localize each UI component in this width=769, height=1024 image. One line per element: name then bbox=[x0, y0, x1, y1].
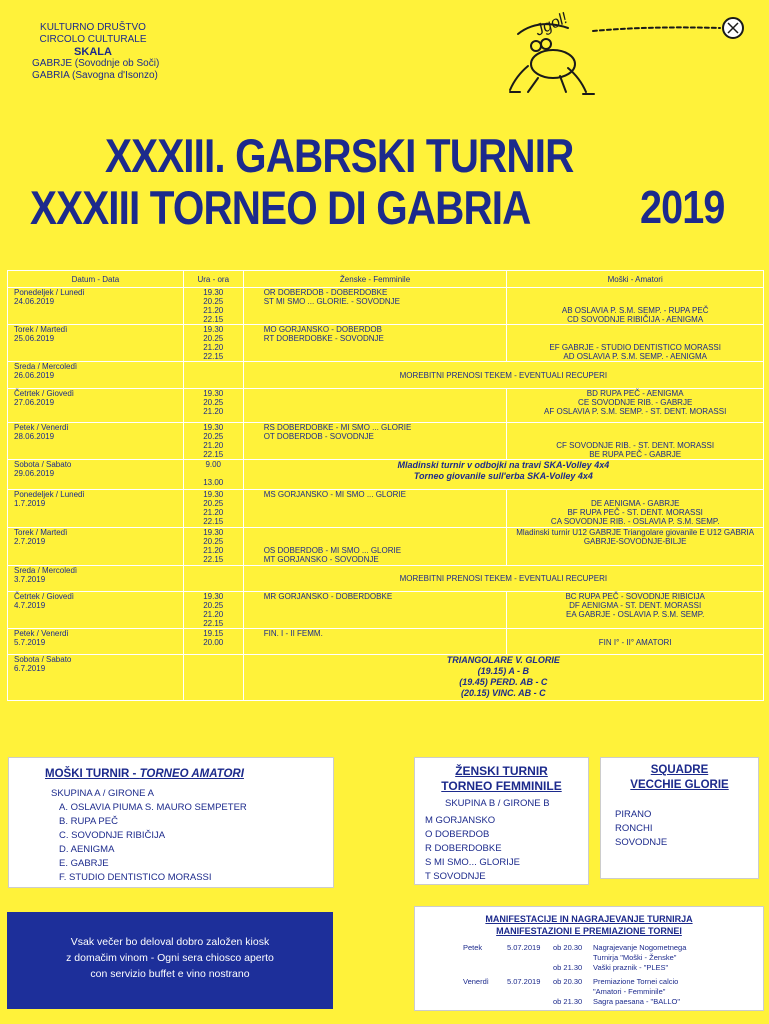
list-item: M GORJANSKO bbox=[425, 815, 496, 826]
men-match-cell: Mladinski turnir U12 GABRJE Triangolare giovanile E U12 GABRIA GABRJE-SOVODNJE-BILJE bbox=[507, 528, 764, 566]
time-cell: 19.30 20.25 21.20 22.15 bbox=[183, 325, 243, 362]
event-time: ob 20.30 bbox=[553, 977, 583, 986]
day-date: 1.7.2019 bbox=[14, 499, 46, 508]
event-time: ob 21.30 bbox=[553, 997, 583, 1006]
women-match-cell: RS DOBERDOBKE - MI SMO ... GLORIE OT DOBERDOB - SOVODNJE bbox=[243, 423, 507, 460]
time-cell: 19.30 20.25 21.20 22.15 bbox=[183, 528, 243, 566]
day-date: 6.7.2019 bbox=[14, 664, 46, 673]
day-name: Petek / Venerdì bbox=[14, 629, 69, 638]
year-label: 2019 bbox=[640, 181, 725, 233]
day-cell bbox=[8, 528, 184, 566]
org-line-1: KULTURNO DRUŠTVO bbox=[40, 22, 146, 33]
day-cell bbox=[8, 566, 184, 592]
table-row bbox=[8, 566, 764, 592]
list-item: O DOBERDOB bbox=[425, 829, 490, 840]
day-cell bbox=[8, 362, 184, 389]
day-cell bbox=[8, 460, 184, 490]
women-match-cell: MO GORJANSKO - DOBERDOB RT DOBERDOBKE - SOVODNJE bbox=[243, 325, 507, 362]
day-name: Torek / Martedì bbox=[14, 325, 68, 334]
men-match-cell: DE AENIGMA - GABRJE BF RUPA PEČ - ST. DENT. MORASSI CA SOVODNJE RIB. - OSLAVIA P. S.M. SEMP. bbox=[507, 490, 764, 528]
glorie-box-title-2: VECCHIE GLORIE bbox=[630, 779, 729, 791]
table-row bbox=[8, 460, 764, 490]
day-cell bbox=[8, 389, 184, 423]
table-row bbox=[8, 288, 764, 325]
glorie-box-title-1: SQUADRE bbox=[650, 764, 709, 776]
event-description: Premiazione Tornei calcio bbox=[593, 977, 679, 986]
day-cell bbox=[8, 629, 184, 655]
day-name: Petek / Venerdì bbox=[14, 423, 69, 432]
logo-text: Jgol! bbox=[532, 9, 571, 40]
org-name: SKALA bbox=[74, 46, 112, 58]
header-men: Moški - Amatori bbox=[507, 271, 764, 288]
list-item: RONCHI bbox=[615, 823, 653, 834]
women-match-cell bbox=[243, 389, 507, 423]
day-cell bbox=[8, 592, 184, 629]
women-match-cell: OS DOBERDOB - MI SMO ... GLORIE MT GORJANSKO - SOVODNJE bbox=[243, 528, 507, 566]
time-cell: 19.30 20.25 21.20 22.15 bbox=[183, 288, 243, 325]
event-day: Venerdì bbox=[463, 977, 489, 986]
men-match-cell: BD RUPA PEČ - AENIGMA CE SOVODNJE RIB. - GABRJE AF OSLAVIA P. S.M. SEMP. - ST. DENT. MORASSI bbox=[507, 389, 764, 423]
events-title-sl: MANIFESTACIJE IN NAGRAJEVANJE TURNIRJA bbox=[485, 914, 693, 924]
day-date: 3.7.2019 bbox=[14, 575, 46, 584]
event-time: ob 20.30 bbox=[553, 943, 583, 952]
recovery-note: MOREBITNI PRENOSI TEKEM - EVENTUALI RECUPERI bbox=[243, 566, 763, 592]
org-location-it: GABRIA (Savogna d'Isonzo) bbox=[32, 70, 158, 81]
day-cell bbox=[8, 655, 184, 701]
day-date: 28.06.2019 bbox=[14, 432, 55, 441]
event-description: Sagra paesana - "BALLO" bbox=[593, 997, 681, 1006]
time-cell: 19.15 20.00 bbox=[183, 629, 243, 655]
women-match-cell: MS GORJANSKO - MI SMO ... GLORIE bbox=[243, 490, 507, 528]
event-date: 5.07.2019 bbox=[507, 977, 541, 986]
list-item: R DOBERDOBKE bbox=[425, 843, 502, 854]
day-date: 27.06.2019 bbox=[14, 398, 55, 407]
day-name: Ponedeljek / Lunedì bbox=[14, 490, 85, 499]
list-item: PIRANO bbox=[615, 809, 652, 820]
list-item: A. OSLAVIA PIUMA S. MAURO SEMPETER bbox=[59, 802, 247, 813]
recovery-note: MOREBITNI PRENOSI TEKEM - EVENTUALI RECUPERI bbox=[243, 362, 763, 389]
women-box-title-it: TORNEO FEMMINILE bbox=[441, 779, 562, 793]
day-name: Sreda / Mercoledì bbox=[14, 566, 78, 575]
day-name: Ponedeljek / Lunedì bbox=[14, 288, 85, 297]
list-item: S MI SMO... GLORIJE bbox=[425, 857, 521, 868]
list-item: C. SOVODNJE RIBIČIJA bbox=[59, 830, 166, 841]
table-row bbox=[8, 362, 764, 389]
events-title-it: MANIFESTAZIONI E PREMIAZIONE TORNEI bbox=[496, 926, 682, 936]
special-event: TRIANGOLARE V. GLORIE (19.15) A - B (19.45) PERD. AB - C (20.15) VINC. AB - C bbox=[243, 655, 763, 701]
list-item: B. RUPA PEČ bbox=[59, 816, 118, 827]
men-match-cell: BC RUPA PEČ - SOVODNJE RIBICIJA DF AENIGMA - ST. DENT. MORASSI EA GABRJE - OSLAVIA P. S.M. SEMP. bbox=[507, 592, 764, 629]
time-cell: 9.00 13.00 bbox=[183, 460, 243, 490]
day-date: 26.06.2019 bbox=[14, 371, 55, 380]
kiosk-line-1: Vsak večer bo deloval dobro založen kiosk bbox=[70, 936, 270, 948]
day-name: Četrtek / Giovedì bbox=[14, 389, 75, 398]
event-day: Petek bbox=[463, 943, 483, 952]
table-row bbox=[8, 629, 764, 655]
table-row bbox=[8, 528, 764, 566]
kiosk-line-3: con servizio buffet e vino nostrano bbox=[90, 968, 250, 980]
list-item: T SOVODNJE bbox=[425, 871, 486, 882]
event-description: Vaški praznik - "PLES" bbox=[593, 963, 669, 972]
table-row bbox=[8, 490, 764, 528]
day-name: Sobota / Sabato bbox=[14, 460, 72, 469]
schedule-header-row bbox=[8, 271, 764, 288]
day-date: 4.7.2019 bbox=[14, 601, 46, 610]
time-cell: 19.30 20.25 21.20 bbox=[183, 389, 243, 423]
day-date: 29.06.2019 bbox=[14, 469, 55, 478]
header-date: Datum - Data bbox=[8, 271, 184, 288]
org-location-sl: GABRJE (Sovodnje ob Soči) bbox=[32, 58, 160, 69]
football-player-cartoon-icon bbox=[498, 6, 748, 111]
day-date: 24.06.2019 bbox=[14, 297, 55, 306]
men-match-cell: EF GABRJE - STUDIO DENTISTICO MORASSI AD OSLAVIA P. S.M. SEMP. - AENIGMA bbox=[507, 325, 764, 362]
women-match-cell: FIN. I - II FEMM. bbox=[243, 629, 507, 655]
women-box-title-sl: ŽENSKI TURNIR bbox=[455, 764, 548, 778]
table-row bbox=[8, 389, 764, 423]
day-cell bbox=[8, 288, 184, 325]
men-match-cell: CF SOVODNJE RIB. - ST. DENT. MORASSI BE RUPA PEČ - GABRJE bbox=[507, 423, 764, 460]
day-cell bbox=[8, 490, 184, 528]
time-cell: 19.30 20.25 21.20 22.15 bbox=[183, 490, 243, 528]
day-date: 25.06.2019 bbox=[14, 334, 55, 343]
list-item: SOVODNJE bbox=[615, 837, 668, 848]
day-cell bbox=[8, 325, 184, 362]
header-time: Ura - ora bbox=[183, 271, 243, 288]
women-group-label: SKUPINA B / GIRONE B bbox=[445, 798, 550, 809]
day-cell bbox=[8, 423, 184, 460]
table-row bbox=[8, 655, 764, 701]
day-name: Četrtek / Giovedì bbox=[14, 592, 75, 601]
men-box-title: MOŠKI TURNIR - TORNEO AMATORI bbox=[45, 768, 244, 780]
day-date: 2.7.2019 bbox=[14, 537, 46, 546]
day-name: Torek / Martedì bbox=[14, 528, 68, 537]
women-match-cell: OR DOBERDOB - DOBERDOBKE ST MI SMO ... GLORIE. - SOVODNJE bbox=[243, 288, 507, 325]
time-cell bbox=[183, 566, 243, 592]
event-description: Turnirja "Moški - Ženske" bbox=[593, 953, 677, 962]
page-title-sl: XXXIII. GABRSKI TURNIR bbox=[105, 129, 574, 182]
women-match-cell: MR GORJANSKO - DOBERDOBKE bbox=[243, 592, 507, 629]
header-women: Ženske - Femminile bbox=[243, 271, 507, 288]
event-description: "Amatori - Femminile" bbox=[593, 987, 666, 996]
event-date: 5.07.2019 bbox=[507, 943, 541, 952]
day-name: Sreda / Mercoledì bbox=[14, 362, 78, 371]
day-name: Sobota / Sabato bbox=[14, 655, 72, 664]
list-item: F. STUDIO DENTISTICO MORASSI bbox=[59, 872, 212, 883]
table-row bbox=[8, 423, 764, 460]
kiosk-notice bbox=[7, 912, 333, 1009]
time-cell: 19.30 20.25 21.20 22.15 bbox=[183, 423, 243, 460]
time-cell bbox=[183, 362, 243, 389]
men-tournament-box bbox=[8, 757, 334, 888]
page-title-it: XXXIII TORNEO DI GABRIA bbox=[30, 181, 531, 234]
schedule-table bbox=[7, 270, 764, 701]
table-row bbox=[8, 325, 764, 362]
event-description: Nagrajevanje Nogometnega bbox=[593, 943, 687, 952]
list-item: D. AENIGMA bbox=[59, 844, 115, 855]
time-cell bbox=[183, 655, 243, 701]
time-cell: 19.30 20.25 21.20 22.15 bbox=[183, 592, 243, 629]
organization-header bbox=[28, 22, 198, 82]
list-item: E. GABRJE bbox=[59, 858, 109, 869]
old-glories-box bbox=[600, 757, 759, 879]
women-tournament-box bbox=[414, 757, 589, 885]
men-match-cell: AB OSLAVIA P. S.M. SEMP. - RUPA PEČ CD SOVODNJE RIBIČIJA - AENIGMA bbox=[507, 288, 764, 325]
men-match-cell: FIN I° - II° AMATORI bbox=[507, 629, 764, 655]
event-time: ob 21.30 bbox=[553, 963, 583, 972]
table-row bbox=[8, 592, 764, 629]
special-event: Mladinski turnir v odbojki na travi SKA-Volley 4x4 Torneo giovanile sull'erba SKA-Volley 4x4 bbox=[243, 460, 763, 490]
day-date: 5.7.2019 bbox=[14, 638, 46, 647]
men-group-label: SKUPINA A / GIRONE A bbox=[51, 788, 154, 799]
kiosk-line-2: z domačim vinom - Ogni sera chiosco aperto bbox=[66, 952, 274, 964]
org-line-2: CIRCOLO CULTURALE bbox=[39, 34, 147, 45]
events-box bbox=[414, 906, 764, 1011]
